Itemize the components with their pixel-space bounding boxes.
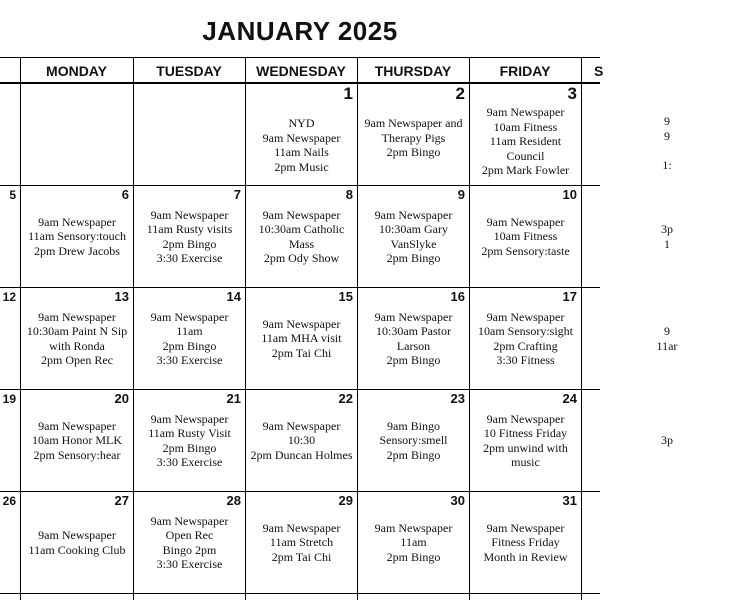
event-list <box>246 186 357 287</box>
event-item: 9am Newspaper <box>38 418 116 433</box>
day-number: 2 <box>455 84 465 103</box>
event-list <box>582 492 752 593</box>
day-cell <box>21 390 133 491</box>
day-number: 23 <box>450 391 465 406</box>
event-item: Therapy Pigs <box>381 130 446 145</box>
event-list <box>470 84 581 185</box>
day-number: 15 <box>338 289 353 304</box>
event-list <box>358 84 469 185</box>
event-item: 2pm Bingo <box>386 447 441 462</box>
event-list <box>470 390 581 491</box>
event-list <box>134 186 245 287</box>
day-cell <box>582 84 672 185</box>
day-cell <box>246 492 357 593</box>
day-cell <box>358 492 469 593</box>
event-list <box>134 492 245 593</box>
event-item: 2pm Bingo <box>162 338 217 353</box>
event-item: 2pm Mark Fowler <box>481 163 570 177</box>
event-list <box>358 288 469 389</box>
event-list <box>21 186 133 287</box>
event-item: 9am Newspaper <box>262 207 341 222</box>
day-number: 21 <box>226 391 241 406</box>
day-number: 5 <box>9 188 16 202</box>
event-item: 9 <box>664 128 670 143</box>
event-list <box>582 186 752 287</box>
event-item: 2pm Bingo <box>162 440 217 455</box>
day-header: THURSDAY <box>374 62 452 79</box>
event-list <box>246 390 357 491</box>
day-number: 19 <box>2 392 16 406</box>
day-header: S <box>594 62 604 79</box>
event-list <box>21 84 133 185</box>
day-number: 17 <box>562 289 577 304</box>
event-item: 9am Newspaper <box>262 130 341 145</box>
day-cell <box>582 186 673 287</box>
event-item: NYD <box>288 116 315 130</box>
event-item: 9am Newspaper <box>38 214 116 229</box>
day-number: 13 <box>114 289 129 304</box>
event-list <box>582 84 752 185</box>
day-number: 9 <box>457 187 465 202</box>
day-number: 30 <box>450 493 465 508</box>
day-number: 7 <box>233 187 241 202</box>
grid-row-line <box>0 593 600 594</box>
day-number: 8 <box>345 187 353 202</box>
calendar-title: JANUARY 2025 <box>202 16 398 46</box>
day-number: 1 <box>343 84 353 103</box>
day-cell <box>470 84 581 185</box>
event-item: Mass <box>288 236 315 251</box>
day-number: 31 <box>562 493 577 508</box>
event-item: 2pm Drew Jacobs <box>34 243 120 258</box>
event-item: 11am Sensory:touch <box>28 229 126 244</box>
event-item: 10:30am Gary <box>379 222 448 236</box>
event-list <box>0 492 20 593</box>
event-item: 3:30 Fitness <box>496 353 555 367</box>
event-item: 2pm Sensory:hear <box>33 447 121 462</box>
event-item: 10am Fitness <box>493 119 558 134</box>
event-item: 2pm Duncan Holmes <box>250 447 353 462</box>
day-cell <box>134 186 245 287</box>
event-item: Open Rec <box>165 528 214 542</box>
day-number: 6 <box>121 187 129 202</box>
event-item: 3:30 Exercise <box>156 455 223 469</box>
day-cell <box>1 288 20 389</box>
event-item: 9am Newspaper <box>150 207 229 222</box>
event-item: 11am Stretch <box>269 535 334 550</box>
event-item: 9am Newspaper and <box>364 116 463 130</box>
day-cell <box>470 186 581 287</box>
event-item: 10:30am Paint N Sip <box>26 324 128 338</box>
day-number: 28 <box>226 493 241 508</box>
event-list <box>358 186 469 287</box>
event-item: 2pm Tai Chi <box>271 345 332 360</box>
event-item: 2pm unwind with <box>483 440 568 455</box>
event-item: 11am <box>400 535 427 550</box>
day-header: FRIDAY <box>499 62 551 79</box>
day-header <box>0 58 20 83</box>
event-list <box>134 288 245 389</box>
event-item: Fitness Friday <box>491 535 560 550</box>
event-list <box>21 288 133 389</box>
day-number: 10 <box>562 187 577 202</box>
day-cell <box>21 84 133 185</box>
event-item: 1 <box>664 236 670 251</box>
event-item: 9am Newspaper <box>150 513 229 528</box>
event-item: 2pm Bingo <box>386 251 441 265</box>
day-cell <box>246 390 357 491</box>
day-number: 22 <box>338 391 353 406</box>
event-item: Sensory:smell <box>379 433 448 448</box>
day-number: 24 <box>562 391 577 406</box>
event-item: 9am Newspaper <box>262 520 341 535</box>
event-item: 2pm Bingo <box>386 549 441 564</box>
day-header: MONDAY <box>46 62 107 79</box>
event-item: Month in Review <box>483 549 568 564</box>
event-item: 9am Newspaper <box>262 418 341 433</box>
event-item: 9am Newspaper <box>486 520 565 535</box>
day-cell <box>246 84 357 185</box>
event-item: 9am Newspaper <box>150 411 229 426</box>
day-cell <box>358 84 469 185</box>
event-list <box>470 288 581 389</box>
event-item: 10am Fitness <box>493 229 558 244</box>
day-number: 26 <box>2 494 16 508</box>
event-list <box>358 492 469 593</box>
event-list <box>0 84 20 185</box>
event-list <box>134 84 245 185</box>
day-cell <box>470 390 581 491</box>
event-item: 11am MHA visit <box>261 331 342 346</box>
event-item: 9am Newspaper <box>374 309 453 324</box>
day-number: 27 <box>114 493 129 508</box>
day-cell <box>1 390 20 491</box>
day-cell <box>134 288 245 389</box>
day-cell <box>21 186 133 287</box>
day-number: 29 <box>338 493 353 508</box>
event-item: 9am Bingo <box>387 418 440 433</box>
event-item: 10am Sensory:sight <box>478 324 573 338</box>
event-item: 11am Nails <box>274 145 329 159</box>
event-item: 10:30am Catholic <box>258 222 345 236</box>
event-item: 2pm Bingo <box>386 145 441 159</box>
event-item: 11am Cooking Club <box>28 542 126 557</box>
event-item: 3:30 Exercise <box>156 251 223 265</box>
event-item: 3p <box>661 433 673 448</box>
event-list <box>0 288 20 389</box>
event-item: 9am Newspaper <box>150 309 229 324</box>
event-item: 2pm Bingo <box>162 236 217 251</box>
event-item: 9am Newspaper <box>262 316 341 331</box>
day-cell <box>21 288 133 389</box>
day-header: TUESDAY <box>156 62 222 79</box>
day-number: 14 <box>226 289 241 304</box>
event-list <box>358 390 469 491</box>
event-item: 2pm Sensory:taste <box>481 243 570 258</box>
day-cell <box>246 186 357 287</box>
event-item: 11am <box>176 324 203 338</box>
day-cell <box>582 390 673 491</box>
event-item: 9am Newspaper <box>486 309 565 324</box>
event-item: 9am Newspaper <box>38 528 116 542</box>
day-number: 12 <box>2 290 16 304</box>
day-header: WEDNESDAY <box>256 62 346 79</box>
event-list <box>470 186 581 287</box>
day-cell <box>358 186 469 287</box>
event-item: 1: <box>662 157 672 172</box>
event-item: 2pm Music <box>274 159 329 174</box>
event-item: 9am Newspaper <box>374 520 453 535</box>
day-cell <box>134 390 245 491</box>
day-cell <box>358 390 469 491</box>
event-item: Council <box>506 148 545 163</box>
day-cell <box>21 492 133 593</box>
event-list <box>0 186 20 287</box>
event-list <box>21 492 133 593</box>
day-cell <box>1 186 20 287</box>
event-item: 2pm Open Rec <box>41 353 113 367</box>
event-list <box>0 390 20 491</box>
event-item: 9am Newspaper <box>486 214 565 229</box>
event-list <box>582 288 752 389</box>
day-cell <box>470 288 581 389</box>
event-item: 3:30 Exercise <box>156 353 223 367</box>
event-item: 2pm Ody Show <box>263 251 340 265</box>
event-item: 9am Newspaper <box>486 105 565 119</box>
event-list <box>246 84 357 185</box>
event-item: 11am Rusty Visit <box>148 426 231 440</box>
event-item: 11am Rusty visits <box>146 222 233 236</box>
event-item: 11am Resident <box>489 134 562 148</box>
event-item: 9 <box>664 324 670 338</box>
event-item: 10:30am Pastor <box>376 324 451 338</box>
event-item: 9am Newspaper <box>486 411 565 426</box>
event-list <box>21 390 133 491</box>
day-number: 16 <box>450 289 465 304</box>
day-cell <box>134 84 245 185</box>
day-cell <box>246 288 357 389</box>
event-item: 3p <box>661 222 673 236</box>
day-cell <box>1 492 20 593</box>
event-item: 9 <box>664 114 670 128</box>
day-cell <box>134 492 245 593</box>
event-item: 10:30 <box>287 433 316 448</box>
event-item: with Ronda <box>49 338 105 353</box>
event-list <box>246 492 357 593</box>
day-cell <box>358 288 469 389</box>
event-item: 9am Newspaper <box>374 207 453 222</box>
day-cell <box>1 84 20 185</box>
day-cell <box>582 492 600 593</box>
event-item: Bingo 2pm <box>162 542 217 557</box>
event-item: 3:30 Exercise <box>156 557 223 571</box>
day-cell <box>582 288 678 389</box>
event-item: 10 Fitness Friday <box>483 426 568 440</box>
event-item: 2pm Crafting <box>493 338 558 353</box>
event-list <box>246 288 357 389</box>
day-number: 20 <box>114 391 129 406</box>
event-item: 2pm Bingo <box>386 353 441 367</box>
event-item: 10am Honor MLK <box>32 433 122 448</box>
event-item <box>666 143 669 158</box>
event-item: 2pm Tai Chi <box>271 549 332 564</box>
event-list <box>470 492 581 593</box>
event-list <box>134 390 245 491</box>
event-item: Larson <box>396 338 431 353</box>
day-cell <box>470 492 581 593</box>
event-item: music <box>511 455 540 469</box>
event-item: 11ar <box>656 338 678 353</box>
event-item: VanSlyke <box>390 236 437 251</box>
event-list <box>582 390 752 491</box>
day-number: 3 <box>567 84 577 103</box>
event-item: 9am Newspaper <box>38 309 116 324</box>
